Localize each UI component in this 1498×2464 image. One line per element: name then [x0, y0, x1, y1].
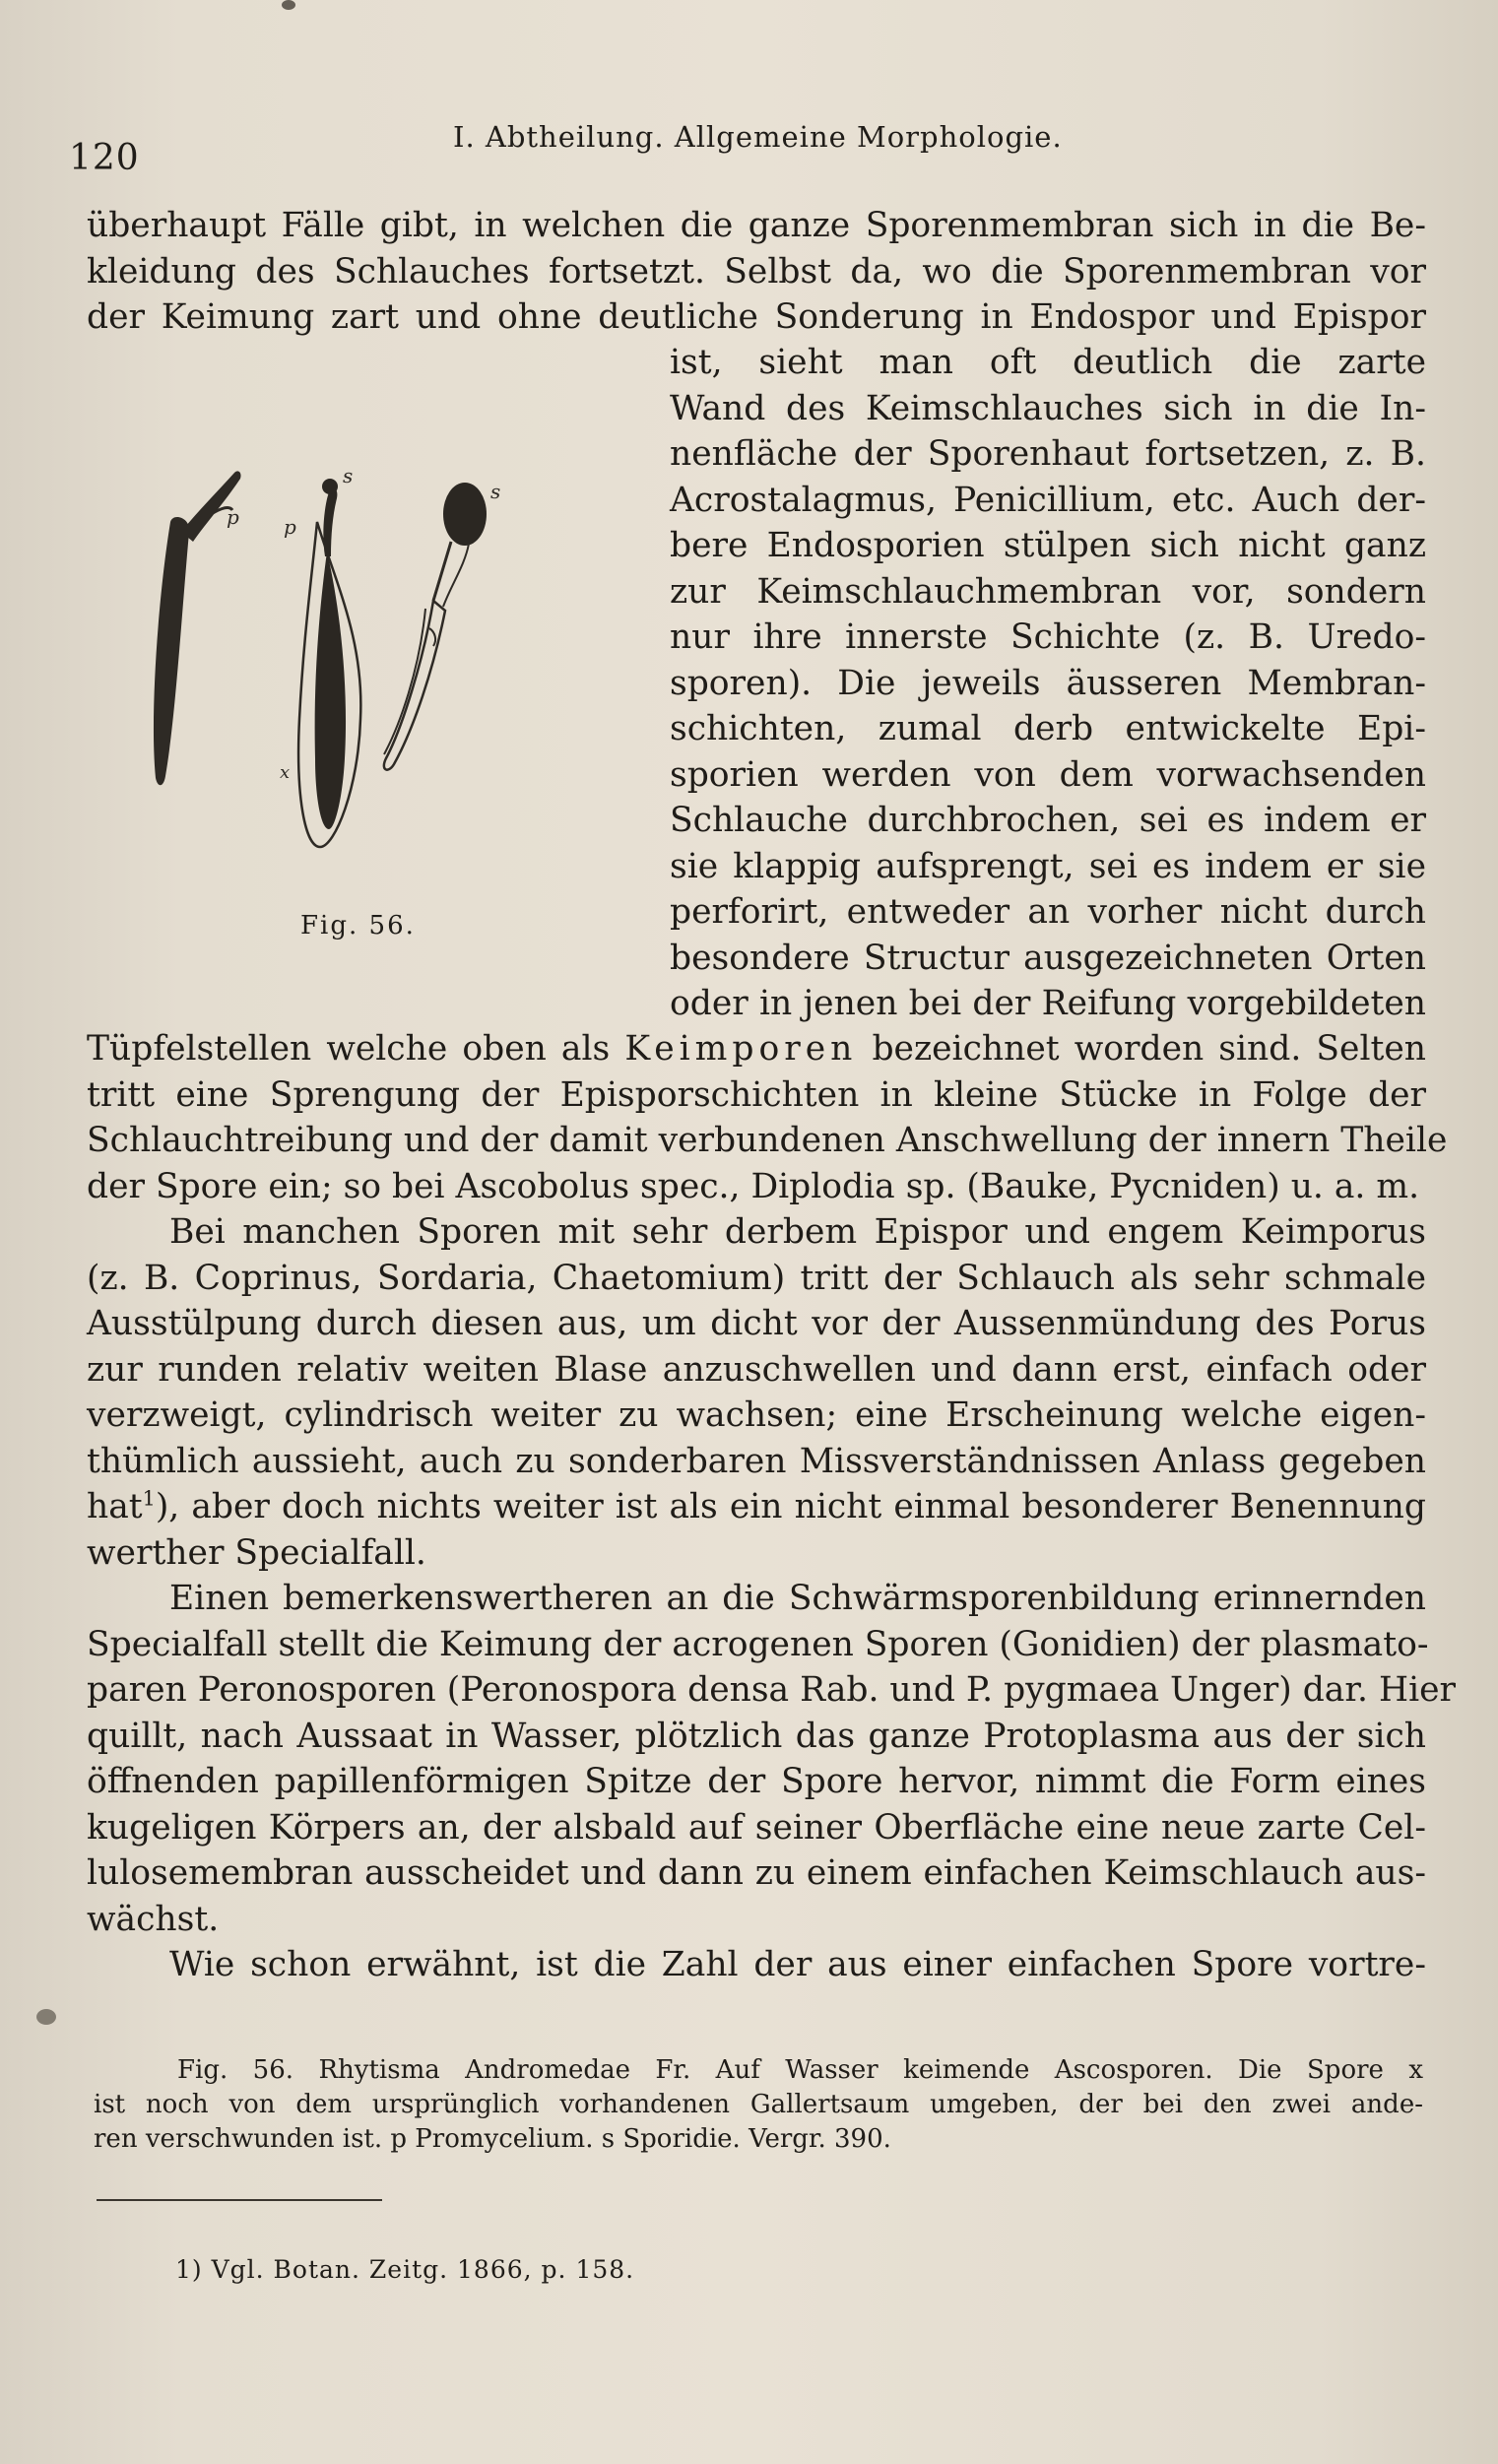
text-line: öffnenden papillenförmigen Spitze der Spore hervor, nimmt die Form eines — [87, 1762, 1426, 1801]
text-line: kugeligen Körpers an, der alsbald auf seiner Oberfläche eine neue zarte Cel- — [87, 1807, 1426, 1848]
text-segment: bezeichnet worden sind. Selten — [872, 1029, 1426, 1069]
term-keimporen: Keimporen — [624, 1029, 858, 1069]
text-line: der Spore ein; so bei Ascobolus spec., Diplodia sp. (Bauke, Pycniden) u. a. m. — [87, 1166, 1420, 1206]
text-line: sporien werden von dem vorwachsenden — [670, 754, 1426, 795]
figure-letter-x: x — [280, 762, 291, 783]
body-text-column — [670, 340, 1426, 1027]
caption-line: Fig. 56. Rhytisma Andromedae Fr. Auf Wasser keimende Ascosporen. Die Spore x — [177, 2055, 1423, 2085]
text-line: Schlauchtreibung und der damit verbundenen Anschwellung der innern Theile — [87, 1121, 1448, 1160]
text-line: schichten, zumal derb entwickelte Epi- — [670, 709, 1426, 748]
page-number: 120 — [69, 138, 140, 178]
body-text-main — [87, 1026, 1457, 1988]
spore-left — [154, 517, 189, 785]
text-line: zur runden relativ weiten Blase anzuschwellen und dann erst, einfach oder — [87, 1349, 1426, 1390]
text-segment: Tüpfelstellen welche oben als — [87, 1029, 611, 1069]
text-line: sporen). Die jeweils äusseren Membran- — [670, 663, 1426, 703]
text-line: paren Peronosporen (Peronospora densa Rab. und P. pygmaea Unger) dar. Hier — [87, 1670, 1457, 1710]
text-line: kleidung des Schlauches fortsetzt. Selbst da, wo die Sporenmembran vor — [87, 251, 1426, 292]
text-line: Specialfall stellt die Keimung der acrogenen Sporen (Gonidien) der plasmato- — [87, 1624, 1429, 1664]
footnote: 1) Vgl. Botan. Zeitg. 1866, p. 158. — [175, 2255, 635, 2284]
page-header — [69, 116, 1429, 178]
text-line: sie klappig aufsprengt, sei es indem er sie — [670, 846, 1426, 886]
text-line: besondere Structur ausgezeichneten Orten — [670, 938, 1426, 978]
ink-smudge — [282, 0, 295, 10]
figure-letter-s: s — [343, 464, 354, 487]
text-line: der Keimung zart und ohne deutliche Sonderung in Endospor und Epispor — [87, 297, 1426, 337]
text-line: bere Endosporien stülpen sich nicht ganz — [670, 526, 1426, 565]
text-line: oder in jenen bei der Reifung vorgebildeten — [670, 984, 1426, 1023]
text-line — [87, 1484, 1426, 1530]
text-line: wächst. — [87, 1899, 220, 1939]
promycelium-middle — [323, 488, 337, 556]
text-line: quillt, nach Aussaat in Wasser, plötzlich das ganze Protoplasma aus der sich — [87, 1716, 1426, 1756]
text-line: zur Keimschlauchmembran vor, sondern — [670, 571, 1426, 612]
footnote-reference: 1 — [142, 1486, 156, 1511]
footnote-rule — [97, 2199, 382, 2201]
spore-illustration — [138, 463, 591, 906]
text-line: Wie schon erwähnt, ist die Zahl der aus einer einfachen Spore vortre- — [169, 1945, 1426, 1984]
text-line: lulosemembran ausscheidet und dann zu einem einfachen Keimschlauch aus- — [87, 1853, 1426, 1893]
text-line: (z. B. Coprinus, Sordaria, Chaetomium) tritt der Schlauch als sehr schmale — [87, 1258, 1426, 1298]
ink-smudge — [36, 2009, 56, 2025]
text-line — [87, 1026, 1426, 1072]
text-line: ist, sieht man oft deutlich die zarte — [670, 343, 1426, 382]
text-line: perforirt, entweder an vorher nicht durch — [670, 892, 1426, 932]
text-line: werther Specialfall. — [87, 1532, 426, 1573]
figure-letter-p: p — [284, 515, 296, 539]
text-line: thümlich aussieht, auch zu sonderbaren Missverständnissen Anlass gegeben — [87, 1441, 1426, 1481]
sporidie-right — [443, 483, 487, 546]
text-line: Bei manchen Sporen mit sehr derbem Epispor und engem Keimporus — [169, 1212, 1426, 1252]
text-line: Acrostalagmus, Penicillium, etc. Auch der- — [670, 480, 1426, 520]
body-text-top — [87, 203, 1426, 341]
text-line: Schlauche durchbrochen, sei es indem er — [670, 801, 1426, 840]
text-line: nenfläche der Sporenhaut fortsetzen, z. B. — [670, 434, 1426, 474]
text-segment: hat — [87, 1487, 143, 1526]
caption-line: ren verschwunden ist. p Promycelium. s Sporidie. Vergr. 390. — [94, 2124, 891, 2154]
text-line: Einen bemerkenswertheren an die Schwärmsporenbildung erinnernden — [169, 1579, 1426, 1618]
text-line: Wand des Keimschlauches sich in die In- — [670, 388, 1426, 428]
text-line: Ausstülpung durch diesen aus, um dicht vor der Aussenmündung des Porus — [87, 1304, 1426, 1343]
figure-56 — [138, 463, 591, 906]
text-line: tritt eine Sprengung der Episporschichten in kleine Stücke in Folge der — [87, 1074, 1426, 1115]
caption-line: ist noch von dem ursprünglich vorhandenen Gallertsaum umgeben, der bei den zwei ande- — [94, 2090, 1423, 2119]
figure-caption — [94, 2053, 1423, 2157]
running-head: I. Abtheilung. Allgemeine Morphologie. — [453, 120, 1063, 154]
text-line: überhaupt Fälle gibt, in welchen die ganze Sporenmembran sich in die Be- — [87, 206, 1426, 245]
spore-right — [384, 601, 445, 770]
figure-label: Fig. 56. — [300, 911, 416, 940]
text-line: verzweigt, cylindrisch weiter zu wachsen; eine Erscheinung welche eigen- — [87, 1395, 1426, 1435]
text-line: nur ihre innerste Schichte (z. B. Uredo- — [670, 617, 1426, 657]
figure-letter-s: s — [490, 480, 501, 503]
text-segment: ), aber doch nichts weiter ist als ein nicht einmal besonderer Benennung — [155, 1487, 1426, 1526]
figure-letter-p: p — [227, 505, 239, 529]
